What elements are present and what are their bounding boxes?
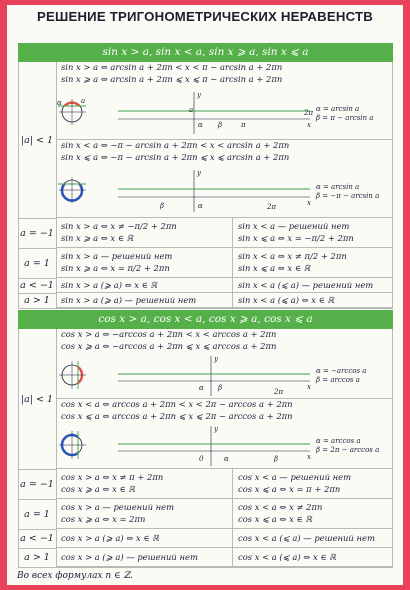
beta-tick-label: β bbox=[218, 121, 223, 129]
legend-line: β = π − arcsin a bbox=[316, 114, 374, 122]
alpha-label: α bbox=[57, 99, 62, 107]
poster-sheet bbox=[7, 5, 403, 585]
unit-circle bbox=[58, 177, 86, 203]
cos-label-a-1: a = 1 bbox=[18, 499, 57, 530]
y-axis-label: y bbox=[214, 355, 218, 363]
cos-label-a-neg1: a = −1 bbox=[18, 469, 57, 500]
formula-line: cos x ⩽ a ⇔ x ∈ ℝ bbox=[238, 513, 312, 524]
formula-line: sin x ⩽ a ⇔ x = −π/2 + 2πn bbox=[238, 232, 354, 243]
cos-a-lt-left: cos x > a (⩾ a) ⇔ x ∈ ℝ bbox=[56, 529, 233, 548]
alpha-tick-label: α bbox=[199, 384, 204, 392]
beta-tick-label: β bbox=[274, 455, 279, 463]
formula-line: cos x ⩽ a ⇔ x = π + 2πn bbox=[238, 483, 341, 494]
page-title: РЕШЕНИЕ ТРИГОНОМЕТРИЧЕСКИХ НЕРАВЕНСТВ bbox=[37, 9, 373, 24]
x-axis-label: x bbox=[307, 199, 311, 207]
pi-tick-label: π bbox=[241, 121, 246, 129]
legend-line: β = arccos a bbox=[316, 376, 360, 384]
legend-line: α = arccos a bbox=[316, 437, 361, 445]
cos-a-lt-right: cos x < a (⩽ a) — решений нет bbox=[233, 529, 393, 548]
sin-a-neg1-left bbox=[56, 218, 233, 248]
beta-tick-label: β bbox=[218, 384, 223, 392]
sin-a-gt-right: sin x < a (⩽ a) ⇔ x ∈ ℝ bbox=[233, 293, 393, 308]
sin-a-1-right bbox=[233, 248, 393, 278]
alpha-tick-label: α bbox=[198, 202, 203, 210]
sin-plot-2 bbox=[58, 167, 388, 217]
two-pi-label: 2π bbox=[274, 388, 284, 396]
legend-line: α = arcsin a bbox=[316, 183, 360, 191]
two-pi-label: 2π bbox=[304, 109, 314, 117]
sin-plot-1 bbox=[58, 89, 388, 139]
sin-header: sin x > a, sin x < a, sin x ⩾ a, sin x ⩽ a bbox=[18, 43, 393, 62]
cos-a-neg1-right bbox=[233, 469, 393, 499]
a-label: a bbox=[81, 97, 86, 105]
cos-table bbox=[18, 310, 393, 567]
formula-line: sin x ⩾ a ⇔ x ∈ ℝ bbox=[61, 232, 134, 243]
formula-line: sin x > a ⇔ x ≠ −π/2 + 2πn bbox=[61, 221, 177, 231]
formula-line: cos x > a ⇔ −arccos a + 2πn < x < arccos a + 2πn bbox=[61, 329, 277, 339]
cos-a-neg1-left bbox=[56, 469, 233, 499]
formula-line: cos x < a ⇔ arccos a + 2πn < x < 2π − arccos a + 2πn bbox=[61, 399, 293, 409]
sin-a-gt-left: sin x > a (⩾ a) — решений нет bbox=[56, 293, 233, 308]
cos-a-gt-right: cos x < a (⩽ a) ⇔ x ∈ ℝ bbox=[233, 548, 393, 567]
unit-circle bbox=[59, 361, 86, 389]
cos-plot-2 bbox=[58, 423, 388, 469]
formula-line: sin x ⩽ a ⇔ −π − arcsin a + 2πn ⩽ x ⩽ arcsin a + 2πn bbox=[61, 151, 290, 162]
cos-header: cos x > a, cos x < a, cos x ⩾ a, cos x ⩽ a bbox=[18, 310, 393, 329]
formula-line: sin x < a — решений нет bbox=[238, 221, 350, 231]
formula-line: sin x > a ⇔ arcsin a + 2πn < x < π − arcsin a + 2πn bbox=[61, 62, 283, 72]
x-axis-label: x bbox=[307, 453, 311, 461]
sin-a-neg1-right bbox=[233, 218, 393, 248]
unit-circle bbox=[59, 431, 86, 459]
beta-tick-label: β bbox=[160, 202, 165, 210]
a-tick-label: a bbox=[189, 106, 194, 114]
sin-label-a-lt: a < −1 bbox=[18, 278, 57, 294]
formula-line: sin x ⩽ a ⇔ x ∈ ℝ bbox=[238, 262, 311, 273]
formula-line: sin x ⩾ a ⇔ arcsin a + 2πn ⩽ x ⩽ π − arcsin a + 2πn bbox=[61, 73, 283, 84]
cos-plot-1 bbox=[58, 353, 388, 399]
y-axis-label: y bbox=[197, 169, 201, 177]
formula-line: cos x ⩽ a ⇔ arccos a + 2πn ⩽ x ⩽ 2π − arccos a + 2πn bbox=[61, 410, 293, 421]
sin-label-a-1: a = 1 bbox=[18, 248, 57, 279]
formula-line: sin x > a — решений нет bbox=[61, 251, 173, 261]
formula-line: cos x ⩾ a ⇔ x ∈ ℝ bbox=[61, 483, 135, 494]
legend-line: α = −arccos a bbox=[316, 367, 367, 375]
alpha-tick-label: α bbox=[198, 121, 203, 129]
legend-line: α = arcsin a bbox=[316, 105, 360, 113]
alpha-tick-label: α bbox=[224, 455, 229, 463]
cos-a-1-left bbox=[56, 499, 233, 529]
legend-line: β = 2π − arccos a bbox=[316, 446, 380, 454]
x-axis-label: x bbox=[307, 383, 311, 391]
formula-line: cos x < a — решений нет bbox=[238, 472, 352, 482]
sin-label-general: |a| < 1 bbox=[18, 62, 57, 219]
formula-line: cos x ⩾ a ⇔ −arccos a + 2πn ⩽ x ⩽ arccos a + 2πn bbox=[61, 340, 277, 351]
sin-a-lt-right: sin x < a (⩽ a) — решений нет bbox=[233, 278, 393, 293]
formula-line: sin x < a ⇔ x ≠ π/2 + 2πn bbox=[238, 251, 347, 261]
sin-label-a-gt: a > 1 bbox=[18, 293, 57, 309]
cos-a-gt-left: cos x > a (⩾ a) — решений нет bbox=[56, 548, 233, 567]
legend-line: β = −π − arcsin a bbox=[316, 192, 380, 200]
formula-line: sin x < a ⇔ −π − arcsin a + 2πn < x < arcsin a + 2πn bbox=[61, 140, 290, 150]
cos-label-general: |a| < 1 bbox=[18, 329, 57, 470]
cos-label-a-gt: a > 1 bbox=[18, 548, 57, 568]
formula-line: cos x < a ⇔ x ≠ 2πn bbox=[238, 502, 323, 512]
cos-label-a-lt: a < −1 bbox=[18, 529, 57, 549]
zero-tick-label: 0 bbox=[199, 455, 204, 463]
formula-line: sin x ⩾ a ⇔ x = π/2 + 2πn bbox=[61, 262, 170, 273]
footer-note: Во всех формулах n ∈ ℤ. bbox=[17, 571, 133, 581]
sin-label-a-neg1: a = −1 bbox=[18, 218, 57, 249]
sin-a-1-left bbox=[56, 248, 233, 278]
sin-a-lt-left: sin x > a (⩾ a) ⇔ x ∈ ℝ bbox=[56, 278, 233, 293]
two-pi-label: 2π bbox=[267, 203, 277, 211]
x-axis-label: x bbox=[307, 121, 311, 129]
sin-table bbox=[18, 43, 393, 309]
formula-line: cos x ⩾ a ⇔ x = 2πn bbox=[61, 513, 146, 524]
formula-line: cos x > a — решений нет bbox=[61, 502, 175, 512]
cos-a-1-right bbox=[233, 499, 393, 529]
y-axis-label: y bbox=[197, 91, 201, 99]
formula-line: cos x > a ⇔ x ≠ π + 2πn bbox=[61, 472, 164, 482]
y-axis-label: y bbox=[214, 425, 218, 433]
